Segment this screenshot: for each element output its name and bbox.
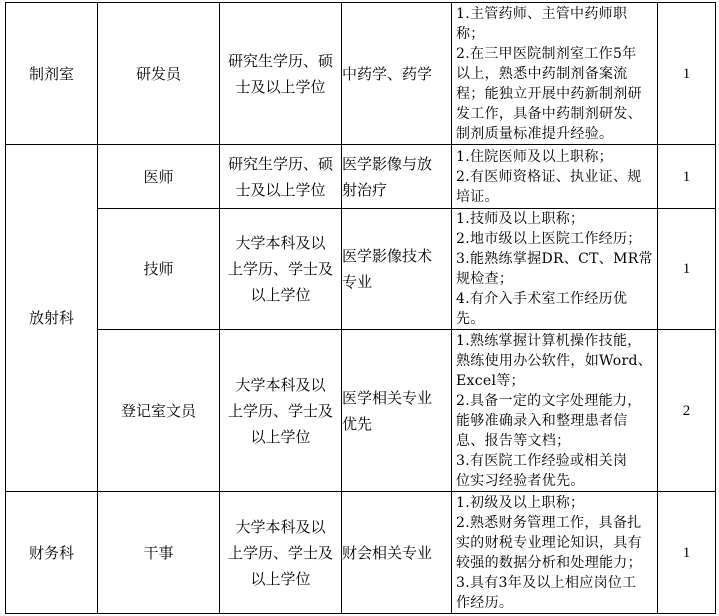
education-cell	[220, 330, 342, 492]
education-line: 士及以上学位	[235, 180, 326, 199]
requirement-line: 熟练使用办公软件，如Word、	[456, 352, 653, 369]
requirement-line: 能够准确录入和整理患者信	[456, 412, 628, 429]
count-cell: 2	[658, 330, 716, 492]
requirement-line: 1.技师及以上职称；	[456, 211, 585, 227]
requirement-line: 息、报告等文档；	[456, 432, 571, 449]
education-line: 大学本科及以	[235, 375, 326, 394]
department-cell: 放射科	[6, 145, 98, 492]
requirement-line: 2.熟悉财务管理工作，具备扎	[456, 514, 642, 531]
recruitment-table	[5, 2, 716, 614]
requirements-cell	[452, 3, 658, 145]
requirement-line: 3.能熟练掌握DR、CT、MR常	[456, 251, 653, 267]
count-cell: 1	[658, 3, 716, 145]
education-line: 以上学位	[250, 286, 311, 304]
position-cell: 医师	[98, 145, 220, 209]
requirement-line: 先。	[456, 311, 485, 327]
count-cell: 1	[658, 145, 716, 209]
education-cell	[220, 145, 342, 209]
requirement-line: 较强的数据分析和处理能力；	[456, 554, 642, 571]
table-row	[6, 3, 716, 145]
major-cell	[342, 209, 452, 330]
requirement-line: 1.熟练掌握计算机操作技能，	[456, 332, 642, 349]
major-cell	[342, 330, 452, 492]
department-cell: 财务科	[6, 492, 98, 614]
requirement-line: 实的财税专业理论知识，具有	[456, 534, 642, 551]
major-cell	[342, 145, 452, 209]
requirement-line: 以上，熟悉中药制剂备案流	[456, 65, 628, 82]
requirements-cell	[452, 492, 658, 614]
requirement-line: 2.地市级以上医院工作经历；	[456, 231, 642, 247]
table-row	[6, 330, 716, 492]
major-line: 优先	[342, 414, 373, 433]
requirement-line: 3.有医院工作经验或相关岗	[456, 452, 628, 469]
education-line: 以上学位	[250, 569, 311, 588]
education-line: 上学历、学士及	[227, 401, 333, 420]
education-line: 研究生学历、硕	[227, 154, 333, 173]
education-line: 上学历、学士及	[227, 543, 333, 562]
education-line: 士及以上学位	[235, 77, 326, 96]
requirements-cell	[452, 209, 658, 330]
table-row	[6, 492, 716, 614]
education-line: 以上学位	[250, 427, 311, 446]
count-cell: 1	[658, 209, 716, 330]
requirement-line: 培证。	[456, 188, 499, 205]
requirement-line: 位实习经验者优先。	[456, 472, 585, 489]
education-line: 研究生学历、硕	[227, 51, 333, 70]
count-cell: 1	[658, 492, 716, 614]
table-row	[6, 209, 716, 330]
position-cell: 干事	[98, 492, 220, 614]
table-row	[6, 145, 716, 209]
major-line: 医学相关专业	[342, 388, 433, 407]
education-cell	[220, 3, 342, 145]
requirement-line: 1.初级及以上职称；	[456, 494, 585, 511]
education-cell	[220, 492, 342, 614]
education-line: 大学本科及以	[235, 234, 326, 252]
requirement-line: 作经历。	[456, 594, 514, 611]
requirement-line: 4.有介入手术室工作经历优	[456, 291, 628, 307]
requirement-line: 2.有医师资格证、执业证、规	[456, 168, 642, 185]
requirement-line: 2.在三甲医院制剂室工作5年	[456, 45, 637, 62]
major-line: 财会相关专业	[342, 543, 433, 562]
requirement-line: 规检查；	[456, 271, 514, 287]
requirement-line: 发工作，具备中药制剂研发、	[456, 105, 642, 122]
major-line: 医学影像技术	[342, 247, 433, 265]
requirements-cell	[452, 330, 658, 492]
position-cell: 登记室文员	[98, 330, 220, 492]
requirement-line: 1.住院医师及以上职称；	[456, 148, 613, 165]
requirement-line: 称；	[456, 25, 485, 42]
requirement-line: 1.主管药师、主管中药师职	[456, 5, 628, 22]
position-cell: 技师	[98, 209, 220, 330]
education-cell	[220, 209, 342, 330]
requirements-cell	[452, 145, 658, 209]
department-cell: 制剂室	[6, 3, 98, 145]
requirement-line: 2.具备一定的文字处理能力，	[456, 392, 642, 409]
major-line: 医学影像与放	[342, 154, 433, 173]
major-line: 射治疗	[342, 180, 388, 199]
major-line: 专业	[342, 273, 373, 291]
major-cell	[342, 3, 452, 145]
major-cell	[342, 492, 452, 614]
education-line: 上学历、学士及	[227, 260, 333, 278]
requirement-line: Excel等；	[456, 372, 525, 389]
requirement-line: 程；能独立开展中药新制剂研	[456, 85, 642, 102]
requirement-line: 3.具有3年及以上相应岗位工	[456, 574, 637, 591]
requirement-line: 制剂质量标准提升经验。	[456, 125, 614, 142]
position-cell: 研发员	[98, 3, 220, 145]
major-line: 中药学、药学	[342, 64, 433, 83]
education-line: 大学本科及以	[235, 517, 326, 536]
